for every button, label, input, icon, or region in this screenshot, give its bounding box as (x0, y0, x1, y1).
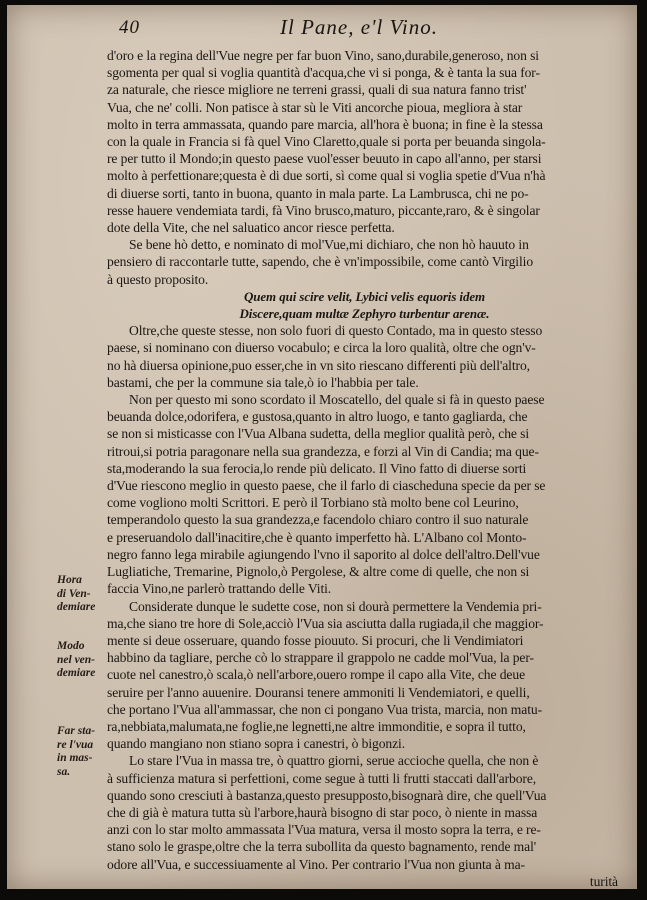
text-line: cuote nel canestro,ò scala,ò nell'arbore,ouero rompe il capo alla Vite, che deue (107, 667, 525, 683)
text-line: come vogliono molti Scrittori. E però il Torbiano stà molto bene col Leurino, (107, 495, 519, 511)
text-line: molto à perfettionare;questa è di due sorti, sì come qual si voglia spetie d'Vua n'hà (107, 168, 546, 184)
text-line: negro fanno lega mirabile agiungendo l'vno il saporito al dolce dell'altro.Dell'vue (107, 546, 540, 562)
text-line: beuanda dolce,odorifera, e gustosa,quanto in altro luogo, e tanto gagliarda, che (107, 409, 528, 425)
marginal-note-line: nel ven- (57, 653, 96, 666)
text-line: stano solo le graspe,oltre che la terra subollita da questo bagnamento, rende mal' (107, 839, 537, 855)
text-line: anzi con lo star molto ammassata l'Vua matura, versa il mosto sopra la terra, e re- (107, 822, 541, 838)
text-line: quando mangiano non stiano sopra i canestri, ò bigonzi. (107, 736, 406, 752)
text-line: dote della Vite, che nel saluatico ancor riesce perfetta. (107, 220, 395, 236)
text-line: con la quale in Francia si fà quel Vino Claretto,quale si porta per beuanda singola- (107, 134, 546, 150)
text-line: re per tutto il Mondo;in questo paese vuol'esser beuuto in capo all'anno, per starsi (107, 151, 542, 167)
text-line: mente si deue osseruare, quando fosse piouuto. Si procuri, che li Vendimiatori (107, 632, 524, 648)
text-line: se non si misticasse con l'Vua Albana sudetta, della meglior qualità però, che si (107, 426, 530, 442)
page-header (7, 5, 637, 49)
marginal-note-modo-nel-vendemiare (57, 640, 107, 681)
marginal-note-line: Modo (57, 640, 85, 652)
running-title: Il Pane, e'l Vino. (280, 15, 438, 39)
text-line: che portano l'Vua all'ammassar, che non ci pongano Vua trista, marcia, non matu- (107, 701, 542, 717)
text-line: bastami, che per la commune sia tale,ò io l'habbia per tale. (107, 374, 419, 390)
verse-line: Quem qui scire velit, Lybici velis equoris idem (243, 288, 486, 304)
text-line: ra,nebbiata,malumata,ne foglie,ne legnetti,ne altre immonditie, e sopra il tutto, (107, 718, 526, 734)
text-line: no hà diuersa opinione,puo esser,che in vn sito riescano differenti più dell'altro, (107, 357, 530, 373)
marginal-note-hora-di-vendemiare (57, 574, 107, 615)
body-text (107, 47, 622, 889)
text-line: Lo stare l'Vua in massa tre, ò quattro giorni, serue accioche quella, che non è (129, 753, 539, 769)
text-line: odore all'Vua, e successiuamente al Vino. Per contrario l'Vua non giunta à ma- (107, 856, 525, 872)
text-line: pensiero di raccontarle tutte, sapendo, che è vn'impossibile, come cantò Virgilio (107, 254, 534, 270)
marginal-note-line: sa. (57, 765, 71, 778)
marginal-note-line: demiare (57, 667, 96, 679)
text-line: e preseruandolo dall'inacitire,che è quanto imperfetto hà. L'Albano col Monto- (107, 529, 527, 545)
text-line: ma,che siano tre hore di Sole,acciò l'Vua sia asciutta dalla rugiada,il che maggior- (107, 615, 544, 631)
text-line: Non per questo mi sono scordato il Moscatello, del quale si fà in questo paese (129, 392, 545, 408)
marginal-note-line: Far sta- (57, 725, 96, 737)
marginal-note-line: Hora (57, 574, 82, 586)
text-line: temperandolo questo la sua grandezza,e facendolo chiaro contro il suo naturale (107, 512, 529, 528)
verse-line: Discere,quam multæ Zephyro turbentur arenæ. (239, 306, 490, 322)
marginal-note-line: demiare (57, 601, 96, 613)
text-line: che di già è matura tutta sù l'arbore,haurà bisogno di star poco, ò niente in massa (107, 804, 538, 820)
text-line: resse hauere vendemiata tardi, fà Vino brusco,maturo, piccante,raro, & è singolar (107, 202, 540, 218)
text-line: ritroui,si potria paragonare nella sua grandezza, e forzi al Vin di Candia; ma que- (107, 443, 539, 459)
text-line: Vua, che ne' colli. Non patisce à star sù le Viti ancorche pioua, megliora à star (107, 99, 523, 115)
text-line: d'Vue riescono meglio in questo paese, che il farlo di ciascheduna specie da per se (107, 478, 546, 494)
text-line: quando sono cresciuti à bastanza,questo presupposto,bisognarà dire, che quell'Vua (107, 787, 547, 803)
text-line: faccia Vino,ne parlerò trattando delle Viti. (107, 581, 332, 597)
text-line: sgomenta per qual si voglia quantità d'acqua,che vi si ponga, & è tanta la sua for- (107, 65, 540, 81)
text-line: Lugliatiche, Tremarine, Pignolo,ò Pergolese, & altre come di quelle, che non si (107, 564, 530, 580)
text-line: molto in terra ammassata, quando pare marcia, all'hora è buona; in fine è la stessa (107, 116, 543, 132)
page-number: 40 (119, 17, 140, 38)
text-line: Oltre,che queste stesse, non solo fuori di questo Contado, ma in questo stesso (129, 323, 543, 339)
marginal-note-line: di Ven- (57, 587, 91, 600)
text-line: seruire per l'anno auuenire. Douransi tenere ammoniti li Vendemiatori, e quelli, (107, 684, 530, 700)
text-line: Considerate dunque le sudette cose, non si dourà permettere la Vendemia pri- (129, 598, 542, 614)
book-page (7, 5, 637, 889)
text-line: d'oro e la regina dell'Vue negre per far buon Vino, sano,durabile,generoso, non si (107, 48, 539, 63)
text-line: à questo proposito. (107, 271, 209, 287)
catchword: turità (589, 873, 618, 889)
text-line: za naturale, che riesce migliore ne terreni grassi, quali di sua natura fanno trist' (107, 82, 527, 98)
text-line: sta,moderando la sua ferocia,lo rende più delicato. Il Vino fatto di diuerse sorti (107, 460, 527, 476)
text-line: Se bene hò detto, e nominato di mol'Vue,mi dichiaro, che non hò hauuto in (129, 237, 529, 253)
marginal-note-line: re l'vua (57, 738, 94, 751)
text-line: paese, si nominano con diuerso vocabulo; e circa la loro qualità, oltre che ogn'v- (107, 340, 536, 356)
text-line: habbino da tagliare, perche cò lo strappare il grappolo ne cadde mol'Vua, la per- (107, 650, 534, 666)
marginal-note-far-stare-vua-in-massa (57, 725, 107, 779)
text-line: di diuerse sorti, tanto in buona, quanto in mala parte. La Lambrusca, chi ne po- (107, 185, 529, 201)
text-line: à sufficienza matura si perfettioni, come segue à tutti li frutti staccati dall'arbore, (107, 770, 537, 786)
marginal-note-line: in mas- (57, 752, 93, 764)
